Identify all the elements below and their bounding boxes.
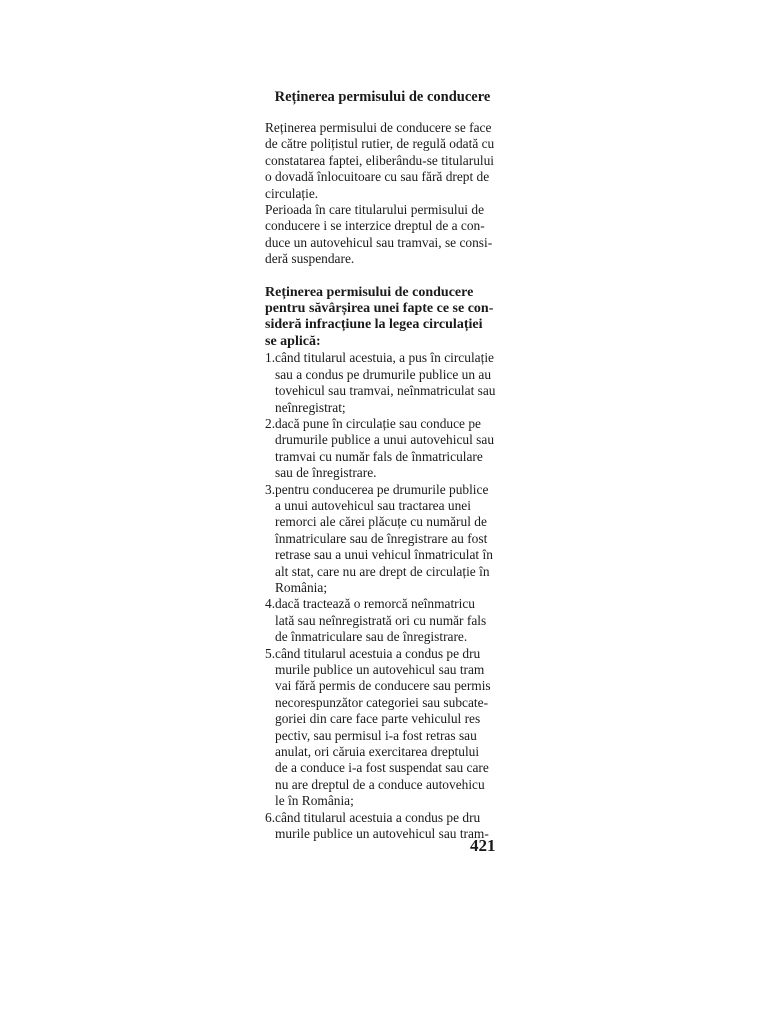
list-item	[265, 416, 500, 482]
list-item-line: vai fără permis de conducere sau permis	[275, 678, 491, 694]
section-heading-line: se aplică:	[265, 333, 321, 349]
list-item-number: 6.	[265, 809, 276, 825]
intro-line: conducere i se interzice dreptul de a con-	[265, 218, 485, 234]
section-heading	[265, 285, 500, 351]
list-item-line: murile publice un autovehicul sau tram	[275, 662, 485, 677]
intro-line: constatarea faptei, eliberându-se titularului	[265, 152, 495, 168]
list-item-line: când titularul acestuia a condus pe dru	[275, 645, 481, 661]
intro-line: o dovadă înlocuitoare cu sau fără drept de	[265, 169, 490, 185]
list-item	[265, 482, 500, 597]
list-item-line: România;	[275, 579, 328, 595]
list-item-line: drumurile publice a unui autovehicul sau	[275, 432, 495, 448]
list-item	[265, 646, 500, 810]
list-item-line: înmatriculare sau de înregistrare au fost	[275, 530, 488, 546]
list-item-line: neînregistrat;	[275, 399, 346, 415]
list-item-number: 5.	[265, 645, 276, 661]
section-heading-line: pentru săvârșirea unei fapte ce se con-	[265, 301, 494, 317]
list-item-line: pentru conducerea pe drumurile publice	[275, 481, 489, 497]
list-item-number: 2.	[265, 415, 276, 431]
list-item-line: sau de înregistrare.	[275, 465, 377, 481]
list-item	[265, 350, 500, 416]
list-item-line: remorci ale cărei plăcuțe cu numărul de	[275, 514, 487, 530]
section-heading-line: sideră infracțiune la legea circulației	[265, 317, 483, 333]
list-item-line: pectiv, sau permisul i-a fost retras sau	[275, 727, 477, 743]
list-item-line: anulat, ori căruia exercitarea dreptului	[275, 744, 480, 760]
document-title: Reținerea permisului de conducere	[274, 89, 491, 105]
list-item-line: alt stat, care nu are drept de circulație în	[275, 563, 490, 579]
list-item-line: a unui autovehicul sau tractarea unei	[275, 497, 471, 513]
list-item-line: nu are dreptul de a conduce autovehicu	[275, 776, 485, 792]
section-heading-line: Reținerea permisului de conducere	[265, 284, 474, 300]
list-item-number: 1.	[265, 350, 276, 366]
list-item-line: tovehicul sau tramvai, neînmatriculat sau	[275, 383, 496, 399]
list-item-line: când titularul acestuia, a pus în circulație	[275, 350, 494, 366]
list-item	[265, 810, 500, 843]
list-item-number: 3.	[265, 481, 276, 497]
intro-line: circulație.	[265, 185, 319, 201]
list-item-line: murile publice un autovehicul sau tram-	[275, 826, 489, 842]
list-item-line: lată sau neînregistrată ori cu număr fals	[275, 612, 487, 628]
page-number: 421	[470, 836, 496, 855]
list-item	[265, 596, 500, 645]
list-item-line: de a conduce i-a fost suspendat sau care	[275, 760, 489, 776]
list-item-line: dacă pune în circulație sau conduce pe	[275, 415, 481, 431]
list-item-line: de înmatriculare sau de înregistrare.	[275, 629, 468, 645]
intro-line: duce un autovehicul sau tramvai, se consi-	[265, 234, 493, 250]
list-item-line: sau a condus pe drumurile publice un au	[275, 366, 492, 382]
intro-line: de către polițistul rutier, de regulă odată cu	[265, 136, 495, 152]
list-item-line: dacă tractează o remorcă neînmatricu	[275, 596, 475, 612]
list-item-line: goriei din care face parte vehiculul res	[275, 711, 481, 727]
infractions-list	[265, 350, 500, 842]
list-item-line: când titularul acestuia a condus pe dru	[275, 809, 481, 825]
list-item-line: le în România;	[275, 793, 354, 809]
list-item-line: necorespunzător categoriei sau subcate-	[275, 694, 489, 710]
document-page	[265, 88, 500, 842]
intro-line: Perioada în care titularului permisului de	[265, 202, 485, 218]
intro-line: deră suspendare.	[265, 251, 355, 267]
intro-paragraph	[265, 120, 500, 268]
list-item-line: retrase sau a unui vehicul înmatriculat în	[275, 547, 493, 563]
list-item-line: tramvai cu număr fals de înmatriculare	[275, 448, 483, 464]
list-item-number: 4.	[265, 596, 276, 612]
intro-line: Reținerea permisului de conducere se face	[265, 120, 492, 135]
